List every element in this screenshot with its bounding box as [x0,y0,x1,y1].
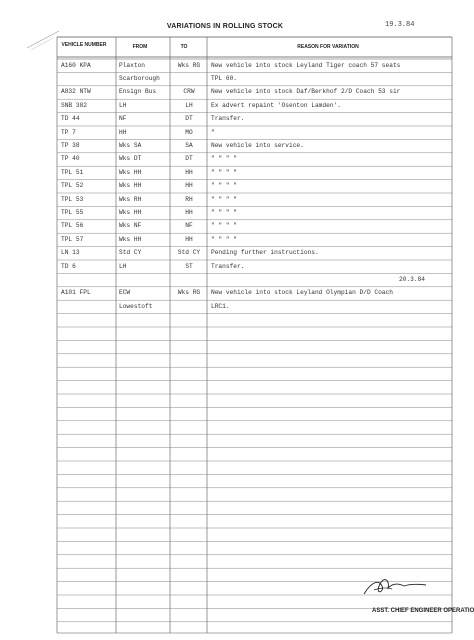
row-to: HH [185,168,193,176]
row-reason: Transfer. [211,262,245,270]
row-from: Ensign Bus [119,88,157,96]
row-from: LH [119,262,127,270]
table-grid [57,37,452,633]
row-vehicle: LN 13 [61,249,80,257]
row-reason: " " " " [211,208,237,216]
document-title: VARIATIONS IN ROLLING STOCK [166,23,284,30]
row-vehicle: TPL 57 [61,235,84,243]
row-vehicle: SNB 382 [61,101,87,109]
row-from: Wks RH [119,195,142,203]
row-vehicle: A832 NTW [61,88,91,96]
row-vehicle: TPL 55 [61,208,84,216]
row-reason: " " " " [211,195,237,203]
row-to: RH [185,195,193,203]
row-reason: New vehicle into stock Daf/Berkhof 2/D Coach 53 sir [211,88,401,96]
row-from: HH [119,128,127,136]
row-to: Std CY [177,249,201,257]
row-vehicle: A101 FPL [61,289,91,297]
row-reason: Pending further instructions. [211,249,319,257]
row-reason: New vehicle into stock Leyland Tiger coach 57 seats [211,61,401,69]
row-vehicle: TP 38 [61,141,80,149]
column-header-vehicle: VEHICLE NUMBER [61,42,107,48]
signoff-title: ASST. CHIEF ENGINEER OPERATIO [372,608,474,614]
row-reason: Ex advert repaint 'Osenton Lamden'. [211,101,341,109]
row-to: HH [185,235,193,243]
row-to: SA [185,141,193,149]
row-reason: " " " " [211,235,237,243]
row-vehicle: TPL 51 [61,168,84,176]
row-from: ECW [119,289,131,297]
row-from: Wks NF [119,222,142,230]
column-header-reason: REASON FOR VARIATION [297,44,359,50]
row-vehicle: TD 6 [61,262,76,270]
row-vehicle: TPL 52 [61,182,84,190]
row-to: ST [185,262,193,270]
row-from: Wks HH [119,168,142,176]
row-from: Wks DT [119,155,142,163]
row-from: Lowestoft [119,302,153,310]
row-to: CRW [183,88,195,96]
row-to: HH [185,182,193,190]
row-from: NF [119,115,127,123]
row-reason: " " " " [211,222,237,230]
row-from: Wks SA [119,141,142,149]
signature-icon [360,572,440,602]
row-from: Wks HH [119,182,142,190]
row-reason: 20.3.84 [399,275,425,283]
row-reason: LRC1. [211,302,230,310]
row-vehicle: TD 44 [61,115,80,123]
document-date: 19.3.84 [385,21,415,29]
row-vehicle: TP 7 [61,128,76,136]
row-from: Wks HH [119,235,142,243]
row-reason: TPL 60. [211,74,237,82]
row-reason: " " " " [211,182,237,190]
row-to: NF [185,222,193,230]
row-reason: " " " " [211,168,237,176]
row-to: Wks RG [177,61,201,69]
row-vehicle: TPL 53 [61,195,84,203]
row-to: DT [185,115,193,123]
row-vehicle: TP 40 [61,155,80,163]
row-from: Scarborough [119,74,160,82]
row-reason: " [211,128,215,136]
row-reason: Transfer. [211,115,245,123]
row-from: LH [119,101,127,109]
row-reason: " " " " [211,155,237,163]
row-to: DT [185,155,193,163]
row-from: Std CY [119,249,142,257]
row-to: LH [185,101,193,109]
column-header-to: TO [180,44,188,50]
row-reason: New vehicle into service. [211,141,304,149]
row-to: MO [185,128,193,136]
row-to: HH [185,208,193,216]
column-header-from: FROM [132,44,148,50]
row-to: Wks RG [177,289,201,297]
row-from: Plaxton [119,61,145,69]
row-from: Wks HH [119,208,142,216]
row-vehicle: TPL 56 [61,222,84,230]
row-reason: New vehicle into stock Leyland Olympian D/D Coach [211,289,393,297]
row-vehicle: A160 KPA [61,61,91,69]
